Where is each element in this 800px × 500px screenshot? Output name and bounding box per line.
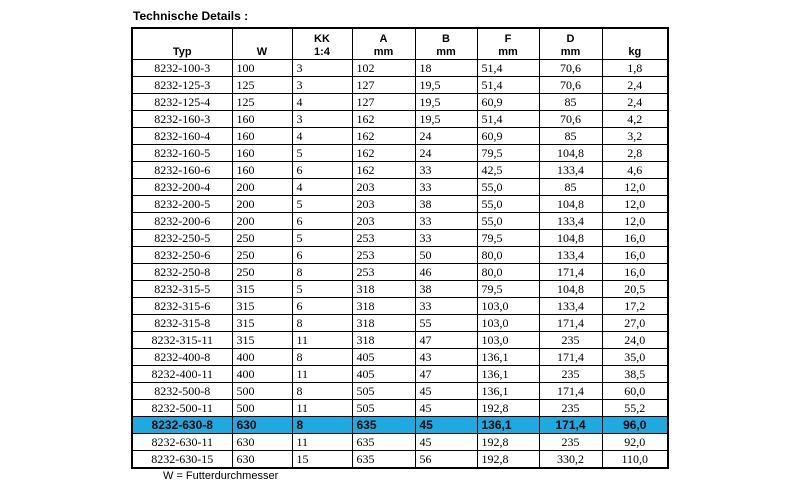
cell-b: 19,5: [415, 111, 477, 128]
cell-b: 24: [415, 128, 477, 145]
cell-b: 45: [415, 383, 477, 400]
cell-kg: 92,0: [602, 434, 668, 451]
cell-kg: 2,4: [602, 77, 668, 94]
cell-d: 133,4: [539, 298, 602, 315]
cell-a: 127: [352, 94, 415, 111]
cell-a: 203: [352, 196, 415, 213]
cell-b: 19,5: [415, 94, 477, 111]
cell-b: 45: [415, 434, 477, 451]
cell-b: 33: [415, 179, 477, 196]
cell-b: 33: [415, 162, 477, 179]
cell-typ: 8232-125-4: [132, 94, 232, 111]
cell-typ: 8232-160-5: [132, 145, 232, 162]
cell-w: 500: [232, 400, 292, 417]
table-row: [132, 196, 668, 213]
cell-a: 318: [352, 281, 415, 298]
cell-kg: 16,0: [602, 264, 668, 281]
cell-w: 400: [232, 349, 292, 366]
cell-a: 162: [352, 162, 415, 179]
cell-kg: 12,0: [602, 179, 668, 196]
cell-kk: 6: [292, 298, 352, 315]
cell-b: 33: [415, 298, 477, 315]
cell-b: 24: [415, 145, 477, 162]
cell-d: 171,4: [539, 315, 602, 332]
cell-kk: 5: [292, 230, 352, 247]
cell-b: 45: [415, 417, 477, 434]
cell-typ: 8232-250-8: [132, 264, 232, 281]
cell-f: 192,8: [477, 400, 539, 417]
cell-d: 171,4: [539, 264, 602, 281]
cell-w: 315: [232, 281, 292, 298]
table-row: [132, 77, 668, 94]
cell-f: 192,8: [477, 451, 539, 469]
cell-w: 500: [232, 383, 292, 400]
cell-kg: 55,2: [602, 400, 668, 417]
cell-f: 136,1: [477, 349, 539, 366]
table-row: [132, 332, 668, 349]
table-row: [132, 60, 668, 77]
cell-kk: 4: [292, 94, 352, 111]
cell-a: 102: [352, 60, 415, 77]
cell-f: 55,0: [477, 196, 539, 213]
cell-d: 171,4: [539, 417, 602, 434]
cell-kk: 8: [292, 349, 352, 366]
table-row: [132, 94, 668, 111]
table-row: [132, 298, 668, 315]
table-row: [132, 315, 668, 332]
cell-kg: 96,0: [602, 417, 668, 434]
cell-kg: 20,5: [602, 281, 668, 298]
cell-kg: 60,0: [602, 383, 668, 400]
table-row: [132, 145, 668, 162]
cell-typ: 8232-315-11: [132, 332, 232, 349]
cell-a: 318: [352, 315, 415, 332]
cell-kg: 38,5: [602, 366, 668, 383]
technical-details-table: [131, 27, 669, 469]
cell-w: 160: [232, 128, 292, 145]
cell-kg: 4,2: [602, 111, 668, 128]
cell-d: 85: [539, 179, 602, 196]
column-header-typ: Typ: [132, 28, 232, 60]
cell-f: 55,0: [477, 179, 539, 196]
table-row-highlighted: [132, 417, 668, 434]
cell-w: 200: [232, 179, 292, 196]
cell-kk: 3: [292, 60, 352, 77]
cell-kk: 11: [292, 332, 352, 349]
cell-typ: 8232-500-11: [132, 400, 232, 417]
cell-a: 318: [352, 298, 415, 315]
cell-typ: 8232-200-4: [132, 179, 232, 196]
cell-f: 103,0: [477, 315, 539, 332]
table-row: [132, 400, 668, 417]
cell-kk: 4: [292, 128, 352, 145]
table-row: [132, 162, 668, 179]
cell-w: 250: [232, 264, 292, 281]
column-header-f: F mm: [477, 28, 539, 60]
footnote: W = Futterdurchmesser: [163, 470, 279, 482]
cell-kk: 6: [292, 247, 352, 264]
cell-kk: 11: [292, 434, 352, 451]
cell-kk: 5: [292, 196, 352, 213]
cell-f: 60,9: [477, 128, 539, 145]
section-title: Technische Details :: [133, 9, 249, 23]
cell-a: 318: [352, 332, 415, 349]
cell-kg: 2,4: [602, 94, 668, 111]
table-row: [132, 179, 668, 196]
table-row: [132, 128, 668, 145]
table-row: [132, 264, 668, 281]
cell-typ: 8232-200-6: [132, 213, 232, 230]
cell-f: 136,1: [477, 383, 539, 400]
cell-kk: 3: [292, 77, 352, 94]
cell-d: 104,8: [539, 281, 602, 298]
cell-w: 250: [232, 247, 292, 264]
cell-b: 56: [415, 451, 477, 469]
cell-f: 80,0: [477, 264, 539, 281]
cell-kk: 5: [292, 281, 352, 298]
cell-kk: 8: [292, 383, 352, 400]
cell-typ: 8232-315-8: [132, 315, 232, 332]
cell-w: 160: [232, 111, 292, 128]
cell-b: 50: [415, 247, 477, 264]
cell-d: 133,4: [539, 213, 602, 230]
column-header-kk: KK 1:4: [292, 28, 352, 60]
cell-kg: 12,0: [602, 196, 668, 213]
cell-typ: 8232-250-5: [132, 230, 232, 247]
column-header-kg: kg: [602, 28, 668, 60]
cell-f: 80,0: [477, 247, 539, 264]
cell-w: 630: [232, 417, 292, 434]
cell-kk: 4: [292, 179, 352, 196]
cell-kg: 16,0: [602, 247, 668, 264]
cell-d: 235: [539, 332, 602, 349]
cell-typ: 8232-160-4: [132, 128, 232, 145]
cell-typ: 8232-315-6: [132, 298, 232, 315]
cell-w: 200: [232, 196, 292, 213]
cell-d: 133,4: [539, 247, 602, 264]
cell-kk: 15: [292, 451, 352, 469]
cell-typ: 8232-630-11: [132, 434, 232, 451]
table-row: [132, 451, 668, 469]
column-header-b: B mm: [415, 28, 477, 60]
cell-b: 19,5: [415, 77, 477, 94]
table-row: [132, 281, 668, 298]
table-body: [132, 60, 668, 469]
cell-w: 630: [232, 451, 292, 469]
cell-typ: 8232-630-15: [132, 451, 232, 469]
cell-a: 162: [352, 145, 415, 162]
cell-w: 160: [232, 162, 292, 179]
cell-a: 203: [352, 179, 415, 196]
table-header-row: [132, 28, 668, 60]
cell-typ: 8232-500-8: [132, 383, 232, 400]
cell-typ: 8232-160-6: [132, 162, 232, 179]
cell-a: 635: [352, 434, 415, 451]
cell-kg: 1,8: [602, 60, 668, 77]
cell-a: 635: [352, 417, 415, 434]
cell-f: 79,5: [477, 281, 539, 298]
cell-typ: 8232-400-8: [132, 349, 232, 366]
table-row: [132, 247, 668, 264]
cell-kk: 8: [292, 417, 352, 434]
cell-w: 315: [232, 298, 292, 315]
cell-f: 51,4: [477, 77, 539, 94]
cell-d: 85: [539, 94, 602, 111]
cell-d: 104,8: [539, 196, 602, 213]
cell-a: 253: [352, 247, 415, 264]
cell-f: 79,5: [477, 230, 539, 247]
cell-f: 136,1: [477, 366, 539, 383]
cell-f: 51,4: [477, 111, 539, 128]
cell-f: 42,5: [477, 162, 539, 179]
cell-d: 330,2: [539, 451, 602, 469]
cell-b: 38: [415, 196, 477, 213]
cell-a: 253: [352, 264, 415, 281]
cell-a: 505: [352, 383, 415, 400]
cell-f: 103,0: [477, 332, 539, 349]
cell-f: 136,1: [477, 417, 539, 434]
cell-w: 200: [232, 213, 292, 230]
cell-b: 55: [415, 315, 477, 332]
cell-kg: 4,6: [602, 162, 668, 179]
cell-typ: 8232-400-11: [132, 366, 232, 383]
cell-a: 127: [352, 77, 415, 94]
cell-typ: 8232-125-3: [132, 77, 232, 94]
cell-f: 51,4: [477, 60, 539, 77]
cell-kk: 6: [292, 213, 352, 230]
cell-w: 250: [232, 230, 292, 247]
table-row: [132, 349, 668, 366]
cell-kk: 5: [292, 145, 352, 162]
column-header-d: D mm: [539, 28, 602, 60]
cell-d: 104,8: [539, 230, 602, 247]
cell-f: 55,0: [477, 213, 539, 230]
cell-kg: 24,0: [602, 332, 668, 349]
cell-a: 505: [352, 400, 415, 417]
cell-d: 235: [539, 434, 602, 451]
table-row: [132, 383, 668, 400]
cell-kg: 3,2: [602, 128, 668, 145]
cell-typ: 8232-250-6: [132, 247, 232, 264]
table-row: [132, 213, 668, 230]
cell-typ: 8232-160-3: [132, 111, 232, 128]
cell-a: 405: [352, 366, 415, 383]
cell-b: 33: [415, 213, 477, 230]
cell-w: 125: [232, 77, 292, 94]
cell-kg: 17,2: [602, 298, 668, 315]
cell-b: 46: [415, 264, 477, 281]
cell-typ: 8232-630-8: [132, 417, 232, 434]
cell-kk: 3: [292, 111, 352, 128]
cell-b: 47: [415, 366, 477, 383]
cell-d: 235: [539, 400, 602, 417]
cell-kk: 11: [292, 400, 352, 417]
cell-b: 47: [415, 332, 477, 349]
cell-w: 125: [232, 94, 292, 111]
table-row: [132, 366, 668, 383]
cell-b: 45: [415, 400, 477, 417]
cell-w: 100: [232, 60, 292, 77]
cell-kg: 110,0: [602, 451, 668, 469]
cell-kk: 8: [292, 315, 352, 332]
cell-typ: 8232-200-5: [132, 196, 232, 213]
cell-w: 630: [232, 434, 292, 451]
cell-f: 60,9: [477, 94, 539, 111]
column-header-w: W: [232, 28, 292, 60]
cell-a: 162: [352, 128, 415, 145]
cell-kg: 35,0: [602, 349, 668, 366]
cell-a: 253: [352, 230, 415, 247]
cell-b: 43: [415, 349, 477, 366]
cell-f: 79,5: [477, 145, 539, 162]
cell-kk: 11: [292, 366, 352, 383]
cell-d: 104,8: [539, 145, 602, 162]
cell-d: 70,6: [539, 60, 602, 77]
cell-w: 315: [232, 332, 292, 349]
cell-a: 203: [352, 213, 415, 230]
cell-d: 171,4: [539, 349, 602, 366]
cell-d: 133,4: [539, 162, 602, 179]
cell-b: 38: [415, 281, 477, 298]
cell-kg: 2,8: [602, 145, 668, 162]
cell-kk: 8: [292, 264, 352, 281]
cell-kk: 6: [292, 162, 352, 179]
cell-w: 160: [232, 145, 292, 162]
cell-w: 400: [232, 366, 292, 383]
cell-d: 85: [539, 128, 602, 145]
table-row: [132, 111, 668, 128]
cell-w: 315: [232, 315, 292, 332]
cell-d: 171,4: [539, 383, 602, 400]
cell-b: 33: [415, 230, 477, 247]
cell-kg: 12,0: [602, 213, 668, 230]
cell-f: 192,8: [477, 434, 539, 451]
cell-b: 18: [415, 60, 477, 77]
table-row: [132, 230, 668, 247]
table-row: [132, 434, 668, 451]
cell-a: 162: [352, 111, 415, 128]
cell-f: 103,0: [477, 298, 539, 315]
cell-a: 405: [352, 349, 415, 366]
cell-d: 70,6: [539, 77, 602, 94]
cell-typ: 8232-315-5: [132, 281, 232, 298]
cell-d: 70,6: [539, 111, 602, 128]
cell-kg: 27,0: [602, 315, 668, 332]
cell-a: 635: [352, 451, 415, 469]
cell-d: 235: [539, 366, 602, 383]
column-header-a: A mm: [352, 28, 415, 60]
cell-kg: 16,0: [602, 230, 668, 247]
cell-typ: 8232-100-3: [132, 60, 232, 77]
